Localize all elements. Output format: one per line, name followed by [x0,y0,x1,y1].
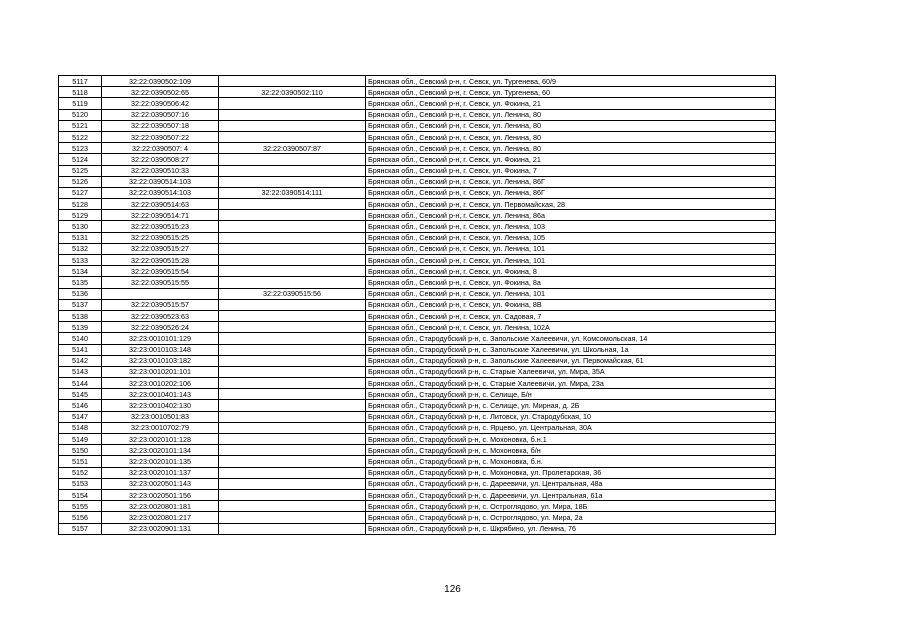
related-cadastral-number-cell [219,411,366,422]
address-cell: Брянская обл., Севский р-н, г. Севск, ул. Ленина, 102А [366,322,776,333]
address-cell: Брянская обл., Севский р-н, г. Севск, ул. Ленина, 86а [366,210,776,221]
related-cadastral-number-cell [219,210,366,221]
cadastral-number-cell: 32:22:0390515:54 [102,266,219,277]
cadastral-number-cell: 32:22:0390507:22 [102,131,219,142]
table-row [59,76,776,87]
cadastral-number-cell: 32:23:0010201:101 [102,366,219,377]
table-row [59,378,776,389]
related-cadastral-number-cell [219,165,366,176]
row-number-cell: 5149 [59,434,102,445]
address-cell: Брянская обл., Севский р-н, г. Севск, ул. Ленина, 80 [366,131,776,142]
table-row [59,221,776,232]
row-number-cell: 5141 [59,344,102,355]
table-row [59,512,776,523]
cadastral-number-cell: 32:23:0010501:83 [102,411,219,422]
row-number-cell: 5118 [59,87,102,98]
address-cell: Брянская обл., Севский р-н, г. Севск, ул. Ленина, 105 [366,232,776,243]
cadastral-number-cell: 32:23:0010103:182 [102,355,219,366]
table-row [59,243,776,254]
table-row [59,154,776,165]
row-number-cell: 5123 [59,143,102,154]
table-row [59,199,776,210]
table-row [59,288,776,299]
table-row [59,165,776,176]
cadastral-number-cell: 32:22:0390506:42 [102,98,219,109]
address-cell: Брянская обл., Стародубский р-н, с. Старые Халеевичи, ул. Мира, 35А [366,366,776,377]
cadastral-number-cell: 32:22:0390515:25 [102,232,219,243]
related-cadastral-number-cell [219,333,366,344]
row-number-cell: 5119 [59,98,102,109]
table-body [59,76,776,535]
table-row [59,434,776,445]
cadastral-number-cell: 32:23:0020101:134 [102,445,219,456]
address-cell: Брянская обл., Севский р-н, г. Севск, ул. Ленина, 80 [366,120,776,131]
table-row [59,210,776,221]
address-cell: Брянская обл., Стародубский р-н, с. Мохоновка, ул. Пролетарская, 36 [366,467,776,478]
address-cell: Брянская обл., Севский р-н, г. Севск, ул. Первомайская, 28 [366,199,776,210]
related-cadastral-number-cell [219,109,366,120]
cadastral-number-cell: 32:22:0390510:33 [102,165,219,176]
page-number: 126 [444,584,461,595]
address-cell: Брянская обл., Севский р-н, г. Севск, ул. Ленина, 101 [366,255,776,266]
table-row [59,389,776,400]
address-cell: Брянская обл., Стародубский р-н, с. Мохоновка, б/н [366,445,776,456]
related-cadastral-number-cell [219,489,366,500]
cadastral-number-cell: 32:22:0390514:103 [102,187,219,198]
cadastral-number-cell: 32:22:0390514:103 [102,176,219,187]
cadastral-number-cell: 32:23:0020501:143 [102,478,219,489]
related-cadastral-number-cell: 32:22:0390507:87 [219,143,366,154]
address-cell: Брянская обл., Севский р-н, г. Севск, ул. Фокина, 21 [366,154,776,165]
address-cell: Брянская обл., Севский р-н, г. Севск, ул. Ленина, 103 [366,221,776,232]
row-number-cell: 5126 [59,176,102,187]
row-number-cell: 5125 [59,165,102,176]
related-cadastral-number-cell [219,299,366,310]
row-number-cell: 5142 [59,355,102,366]
cadastral-number-cell: 32:22:0390523:63 [102,310,219,321]
address-cell: Брянская обл., Стародубский р-н, с. Селище, Б/н [366,389,776,400]
address-cell: Брянская обл., Севский р-н, г. Севск, ул. Тургенева, 60/9 [366,76,776,87]
table-row [59,98,776,109]
address-cell: Брянская обл., Севский р-н, г. Севск, ул. Ленина, 86Г [366,187,776,198]
address-cell: Брянская обл., Стародубский р-н, с. Остроглядово, ул. Мира, 18Б [366,501,776,512]
related-cadastral-number-cell [219,400,366,411]
table-row [59,322,776,333]
row-number-cell: 5136 [59,288,102,299]
row-number-cell: 5152 [59,467,102,478]
address-cell: Брянская обл., Стародубский р-н, с. Запольские Халеевичи, ул. Школьная, 1а [366,344,776,355]
cadastral-number-cell: 32:23:0020801:217 [102,512,219,523]
address-cell: Брянская обл., Стародубский р-н, с. Селище, ул. Мирная, д. 2Б [366,400,776,411]
cadastral-number-cell: 32:22:0390515:55 [102,277,219,288]
row-number-cell: 5144 [59,378,102,389]
row-number-cell: 5148 [59,422,102,433]
address-cell: Брянская обл., Стародубский р-н, с. Запольские Халеевичи, ул. Комсомольская, 14 [366,333,776,344]
related-cadastral-number-cell: 32:22:0390514:111 [219,187,366,198]
address-cell: Брянская обл., Стародубский р-н, с. Остроглядово, ул. Мира, 2а [366,512,776,523]
related-cadastral-number-cell [219,344,366,355]
related-cadastral-number-cell [219,456,366,467]
related-cadastral-number-cell [219,98,366,109]
table-row [59,366,776,377]
row-number-cell: 5121 [59,120,102,131]
related-cadastral-number-cell [219,131,366,142]
cadastral-number-cell [102,288,219,299]
row-number-cell: 5131 [59,232,102,243]
row-number-cell: 5132 [59,243,102,254]
cadastral-number-cell: 32:23:0020901:131 [102,523,219,534]
related-cadastral-number-cell [219,176,366,187]
table-row [59,299,776,310]
related-cadastral-number-cell [219,467,366,478]
table-row [59,411,776,422]
cadastral-number-cell: 32:22:0390502:65 [102,87,219,98]
row-number-cell: 5143 [59,366,102,377]
table-row [59,489,776,500]
related-cadastral-number-cell [219,434,366,445]
related-cadastral-number-cell [219,120,366,131]
cadastral-number-cell: 32:23:0020101:128 [102,434,219,445]
row-number-cell: 5155 [59,501,102,512]
address-cell: Брянская обл., Севский р-н, г. Севск, ул. Садовая, 7 [366,310,776,321]
cadastral-number-cell: 32:22:0390507:16 [102,109,219,120]
table-row [59,176,776,187]
row-number-cell: 5151 [59,456,102,467]
related-cadastral-number-cell: 32:22:0390515:56 [219,288,366,299]
cadastral-number-cell: 32:23:0010402:130 [102,400,219,411]
table-row [59,266,776,277]
table-row [59,422,776,433]
row-number-cell: 5128 [59,199,102,210]
related-cadastral-number-cell [219,501,366,512]
related-cadastral-number-cell [219,422,366,433]
table-row [59,120,776,131]
related-cadastral-number-cell [219,221,366,232]
address-cell: Брянская обл., Севский р-н, г. Севск, ул. Ленина, 86Г [366,176,776,187]
table-row [59,109,776,120]
related-cadastral-number-cell [219,389,366,400]
row-number-cell: 5146 [59,400,102,411]
related-cadastral-number-cell [219,266,366,277]
cadastral-number-cell: 32:22:0390508:27 [102,154,219,165]
cadastral-number-cell: 32:23:0010401:143 [102,389,219,400]
address-cell: Брянская обл., Стародубский р-н, с. Ярцево, ул. Центральная, 30А [366,422,776,433]
cadastral-number-cell: 32:22:0390502:109 [102,76,219,87]
row-number-cell: 5135 [59,277,102,288]
table-row [59,400,776,411]
cadastral-number-cell: 32:22:0390514:71 [102,210,219,221]
related-cadastral-number-cell [219,255,366,266]
address-cell: Брянская обл., Стародубский р-н, с. Литовск, ул. Стародубская, 10 [366,411,776,422]
row-number-cell: 5145 [59,389,102,400]
address-cell: Брянская обл., Севский р-н, г. Севск, ул. Фокина, 8а [366,277,776,288]
row-number-cell: 5133 [59,255,102,266]
cadastral-number-cell: 32:22:0390507: 4 [102,143,219,154]
related-cadastral-number-cell [219,76,366,87]
cadastral-number-cell: 32:23:0010702:79 [102,422,219,433]
address-cell: Брянская обл., Стародубский р-н, с. Запольские Халеевичи, ул. Первомайская, 61 [366,355,776,366]
related-cadastral-number-cell: 32:22:0390502:110 [219,87,366,98]
table-row [59,445,776,456]
row-number-cell: 5134 [59,266,102,277]
row-number-cell: 5138 [59,310,102,321]
table-row [59,310,776,321]
table-row [59,187,776,198]
cadastral-number-cell: 32:23:0010202:106 [102,378,219,389]
address-cell: Брянская обл., Севский р-н, г. Севск, ул. Ленина, 101 [366,243,776,254]
table-row [59,131,776,142]
table-row [59,255,776,266]
related-cadastral-number-cell [219,154,366,165]
address-cell: Брянская обл., Севский р-н, г. Севск, ул. Ленина, 80 [366,143,776,154]
row-number-cell: 5120 [59,109,102,120]
address-cell: Брянская обл., Стародубский р-н, с. Старые Халеевичи, ул. Мира, 23а [366,378,776,389]
row-number-cell: 5122 [59,131,102,142]
row-number-cell: 5130 [59,221,102,232]
table-row [59,143,776,154]
cadastral-number-cell: 32:23:0020801:181 [102,501,219,512]
row-number-cell: 5140 [59,333,102,344]
row-number-cell: 5137 [59,299,102,310]
related-cadastral-number-cell [219,378,366,389]
address-cell: Брянская обл., Севский р-н, г. Севск, ул. Фокина, 8 [366,266,776,277]
row-number-cell: 5124 [59,154,102,165]
table-row [59,87,776,98]
cadastral-number-cell: 32:22:0390515:23 [102,221,219,232]
table-row [59,501,776,512]
cadastral-number-cell: 32:23:0020101:137 [102,467,219,478]
related-cadastral-number-cell [219,523,366,534]
address-cell: Брянская обл., Севский р-н, г. Севск, ул. Ленина, 101 [366,288,776,299]
related-cadastral-number-cell [219,512,366,523]
cadastral-number-cell: 32:23:0020101:135 [102,456,219,467]
address-cell: Брянская обл., Стародубский р-н, с. Мохоновка, б.н. [366,456,776,467]
row-number-cell: 5147 [59,411,102,422]
row-number-cell: 5129 [59,210,102,221]
related-cadastral-number-cell [219,445,366,456]
address-cell: Брянская обл., Стародубский р-н, с. Мохоновка, б.н.1 [366,434,776,445]
related-cadastral-number-cell [219,277,366,288]
table-row [59,344,776,355]
address-cell: Брянская обл., Стародубский р-н, с. Дареевичи, ул. Центральная, 48а [366,478,776,489]
row-number-cell: 5127 [59,187,102,198]
row-number-cell: 5150 [59,445,102,456]
address-cell: Брянская обл., Стародубский р-н, с. Шкрябино, ул. Ленина, 76 [366,523,776,534]
cadastral-number-cell: 32:23:0020501:156 [102,489,219,500]
table-row [59,478,776,489]
table-row [59,523,776,534]
table-row [59,456,776,467]
table-row [59,333,776,344]
address-cell: Брянская обл., Севский р-н, г. Севск, ул. Тургенева, 60 [366,87,776,98]
related-cadastral-number-cell [219,199,366,210]
row-number-cell: 5157 [59,523,102,534]
cadastral-number-cell: 32:22:0390515:28 [102,255,219,266]
related-cadastral-number-cell [219,322,366,333]
table-row [59,467,776,478]
cadastral-number-cell: 32:22:0390507:18 [102,120,219,131]
address-cell: Брянская обл., Севский р-н, г. Севск, ул. Ленина, 80 [366,109,776,120]
related-cadastral-number-cell [219,366,366,377]
cadastral-number-cell: 32:22:0390515:57 [102,299,219,310]
cadastral-number-cell: 32:22:0390515:27 [102,243,219,254]
related-cadastral-number-cell [219,232,366,243]
address-cell: Брянская обл., Севский р-н, г. Севск, ул. Фокина, 21 [366,98,776,109]
related-cadastral-number-cell [219,310,366,321]
table-row [59,232,776,243]
related-cadastral-number-cell [219,243,366,254]
cadastral-number-cell: 32:22:0390514:63 [102,199,219,210]
row-number-cell: 5153 [59,478,102,489]
cadastral-number-cell: 32:23:0010103:148 [102,344,219,355]
row-number-cell: 5154 [59,489,102,500]
row-number-cell: 5156 [59,512,102,523]
address-cell: Брянская обл., Стародубский р-н, с. Дареевичи, ул. Центральная, 61а [366,489,776,500]
table-row [59,277,776,288]
related-cadastral-number-cell [219,355,366,366]
row-number-cell: 5139 [59,322,102,333]
address-cell: Брянская обл., Севский р-н, г. Севск, ул. Фокина, 8В [366,299,776,310]
table-row [59,355,776,366]
cadastral-number-cell: 32:22:0390526:24 [102,322,219,333]
row-number-cell: 5117 [59,76,102,87]
cadastral-table [58,75,776,535]
related-cadastral-number-cell [219,478,366,489]
address-cell: Брянская обл., Севский р-н, г. Севск, ул. Фокина, 7 [366,165,776,176]
cadastral-number-cell: 32:23:0010101:129 [102,333,219,344]
